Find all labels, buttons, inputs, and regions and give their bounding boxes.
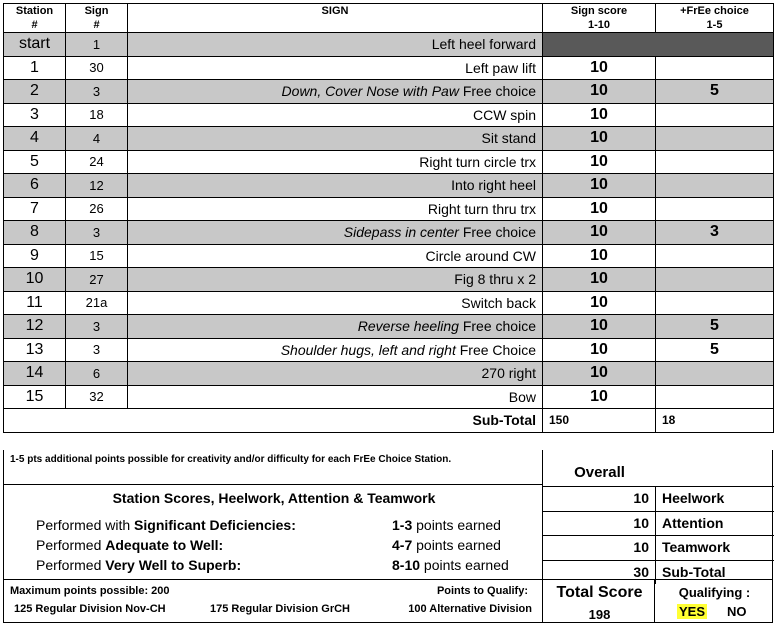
station-row xyxy=(4,244,774,268)
station-row xyxy=(4,127,774,151)
free-choice-score: 3 xyxy=(656,221,774,245)
overall-item-value: 10 xyxy=(633,539,649,555)
free-choice-score xyxy=(656,103,774,127)
sign-name xyxy=(128,150,543,174)
station-number: 7 xyxy=(4,197,66,221)
sign-name-italic: Down, Cover Nose with Paw xyxy=(281,83,459,100)
criteria-suffix: points earned xyxy=(420,557,509,573)
criteria-range: 8-10 xyxy=(392,557,421,573)
qualifying-box xyxy=(654,579,773,623)
sign-number: 26 xyxy=(66,197,128,221)
sign-name-text: Left paw lift xyxy=(465,59,536,76)
sign-name-text: Fig 8 thru x 2 xyxy=(454,271,536,288)
station-row xyxy=(4,291,774,315)
criteria-level: Significant Deficiencies: xyxy=(134,517,296,533)
overall-item xyxy=(543,535,774,560)
station-row xyxy=(4,103,774,127)
header-free-choice: +FrEe choice 1-5 xyxy=(656,4,774,33)
overall-separator xyxy=(655,512,656,536)
stations-table xyxy=(3,3,774,433)
note-box xyxy=(3,450,543,485)
subtotal-free: 18 xyxy=(656,409,774,433)
station-number: 9 xyxy=(4,244,66,268)
sign-score: 10 xyxy=(543,56,656,80)
qualifying-no: NO xyxy=(727,604,747,619)
sign-name-text: Bow xyxy=(508,388,536,405)
total-score-label: Total Score xyxy=(556,584,643,601)
sign-score: 10 xyxy=(543,80,656,104)
station-row xyxy=(4,174,774,198)
sign-score: 10 xyxy=(543,103,656,127)
sign-name xyxy=(128,127,543,151)
free-choice-score xyxy=(656,362,774,386)
free-choice-score xyxy=(656,197,774,221)
total-score-box xyxy=(542,579,655,623)
station-row xyxy=(4,197,774,221)
station-row xyxy=(4,362,774,386)
start-blank-cell xyxy=(543,33,774,57)
sign-number: 4 xyxy=(66,127,128,151)
overall-item xyxy=(543,486,774,511)
free-choice-score: 5 xyxy=(656,315,774,339)
sign-name-text: Switch back xyxy=(461,294,536,311)
sign-name-text: Right turn circle trx xyxy=(419,153,536,170)
criteria-suffix: points earned xyxy=(412,517,501,533)
sign-number: 21a xyxy=(66,291,128,315)
overall-item-label: Teamwork xyxy=(662,539,731,555)
station-row xyxy=(4,315,774,339)
sign-name xyxy=(128,362,543,386)
sign-score: 10 xyxy=(543,338,656,362)
sign-name-text: Left heel forward xyxy=(431,36,536,53)
sign-score: 10 xyxy=(543,362,656,386)
overall-title: Overall xyxy=(574,464,625,481)
sign-score: 10 xyxy=(543,221,656,245)
station-number: 12 xyxy=(4,315,66,339)
sign-name xyxy=(128,315,543,339)
criteria-level: Adequate to Well: xyxy=(105,537,224,553)
sign-score: 10 xyxy=(543,150,656,174)
station-number: 6 xyxy=(4,174,66,198)
station-number: 15 xyxy=(4,385,66,409)
sign-score: 10 xyxy=(543,315,656,339)
criteria-points xyxy=(392,557,509,573)
criteria-prefix: Performed xyxy=(36,537,106,553)
total-score-value: 198 xyxy=(588,607,611,622)
overall-item-value: 10 xyxy=(633,490,649,506)
sign-number: 6 xyxy=(66,362,128,386)
station-number: 8 xyxy=(4,221,66,245)
sign-name xyxy=(128,268,543,292)
sign-name-text: 270 right xyxy=(481,365,536,382)
free-choice-score xyxy=(656,56,774,80)
free-choice-score xyxy=(656,291,774,315)
sign-name xyxy=(128,174,543,198)
sign-number: 30 xyxy=(66,56,128,80)
division-regular-nov: 125 Regular Division Nov-CH xyxy=(14,603,166,615)
station-number: 11 xyxy=(4,291,66,315)
points-to-qualify-label: Points to Qualify: xyxy=(436,585,528,597)
station-row xyxy=(4,221,774,245)
overall-separator xyxy=(655,536,656,560)
sign-name-text: Free choice xyxy=(458,224,536,241)
criteria-points xyxy=(392,517,501,533)
free-choice-score xyxy=(656,127,774,151)
header-station: Station # xyxy=(4,4,66,33)
sign-name xyxy=(128,103,543,127)
station-row xyxy=(4,33,774,57)
sign-name xyxy=(128,338,543,362)
sign-name xyxy=(128,80,543,104)
sign-score: 10 xyxy=(543,268,656,292)
sign-number: 12 xyxy=(66,174,128,198)
station-number: 14 xyxy=(4,362,66,386)
free-choice-score xyxy=(656,174,774,198)
sign-name xyxy=(128,291,543,315)
overall-separator xyxy=(655,487,656,511)
overall-item-label: Sub-Total xyxy=(662,563,726,580)
station-row xyxy=(4,150,774,174)
subtotal-score: 150 xyxy=(543,409,656,433)
sign-score: 10 xyxy=(543,385,656,409)
sign-number: 18 xyxy=(66,103,128,127)
sign-number: 24 xyxy=(66,150,128,174)
sign-name xyxy=(128,385,543,409)
qualifying-label: Qualifying : xyxy=(678,585,751,600)
subtotal-row xyxy=(4,409,774,433)
free-choice-score: 5 xyxy=(656,80,774,104)
criteria-suffix: points earned xyxy=(412,537,501,553)
criteria-description xyxy=(36,517,296,533)
criteria-range: 4-7 xyxy=(392,537,413,553)
header-sign-score: Sign score 1-10 xyxy=(543,4,656,33)
criteria-box xyxy=(3,484,543,580)
sign-number: 3 xyxy=(66,80,128,104)
sign-score: 10 xyxy=(543,127,656,151)
overall-box xyxy=(542,450,773,580)
sign-name-italic: Reverse heeling xyxy=(357,318,459,335)
footer-info xyxy=(3,579,543,623)
division-regular-grch: 175 Regular Division GrCH xyxy=(210,603,350,615)
sign-name-text: Into right heel xyxy=(451,177,536,194)
free-choice-score xyxy=(656,385,774,409)
station-row xyxy=(4,56,774,80)
table-header xyxy=(4,4,774,33)
station-row xyxy=(4,385,774,409)
station-number: 10 xyxy=(4,268,66,292)
sign-name-text: Free choice xyxy=(458,318,536,335)
overall-item-label: Heelwork xyxy=(662,490,725,506)
sign-name-text: Sit stand xyxy=(481,130,536,147)
station-number: 3 xyxy=(4,103,66,127)
sign-name-text: Right turn thru trx xyxy=(427,200,536,217)
sign-name xyxy=(128,33,543,57)
sign-name-italic: Shoulder hugs, left and right xyxy=(280,341,456,358)
station-number: start xyxy=(4,33,66,57)
sign-name xyxy=(128,56,543,80)
criteria-description xyxy=(36,557,241,573)
sign-number: 3 xyxy=(66,315,128,339)
sign-number: 27 xyxy=(66,268,128,292)
overall-item-value: 10 xyxy=(633,514,649,531)
sign-name xyxy=(128,221,543,245)
station-number: 13 xyxy=(4,338,66,362)
station-number: 2 xyxy=(4,80,66,104)
sign-name-text: Free Choice xyxy=(455,341,536,358)
station-row xyxy=(4,338,774,362)
header-sign-number: Sign # xyxy=(66,4,128,33)
criteria-prefix: Performed xyxy=(36,557,106,573)
free-choice-note: 1-5 pts additional points possible for creativity and/or difficulty for each FrEe Choice Station. xyxy=(10,454,452,465)
criteria-range: 1-3 xyxy=(392,517,413,533)
subtotal-label: Sub-Total xyxy=(4,409,543,433)
free-choice-score xyxy=(656,244,774,268)
criteria-level: Very Well to Superb: xyxy=(105,557,242,573)
sign-name xyxy=(128,197,543,221)
criteria-description xyxy=(36,537,223,553)
sign-number: 3 xyxy=(66,221,128,245)
sign-name-text: Free choice xyxy=(458,83,536,100)
sign-score: 10 xyxy=(543,174,656,198)
criteria-prefix: Performed with xyxy=(36,517,135,533)
station-number: 1 xyxy=(4,56,66,80)
sign-name-text: Circle around CW xyxy=(425,247,536,264)
overall-item xyxy=(543,511,774,536)
free-choice-score: 5 xyxy=(656,338,774,362)
sign-number: 1 xyxy=(66,33,128,57)
overall-item-value: 30 xyxy=(633,563,649,580)
free-choice-score xyxy=(656,268,774,292)
header-sign: SIGN xyxy=(128,4,543,33)
sign-name-italic: Sidepass in center xyxy=(343,224,459,241)
free-choice-score xyxy=(656,150,774,174)
station-number: 4 xyxy=(4,127,66,151)
sign-number: 15 xyxy=(66,244,128,268)
qualifying-yes: YES xyxy=(679,604,706,619)
criteria-points xyxy=(392,537,501,553)
score-sheet xyxy=(3,3,773,622)
max-points: Maximum points possible: 200 xyxy=(10,585,170,597)
sign-score: 10 xyxy=(543,244,656,268)
station-number: 5 xyxy=(4,150,66,174)
criteria-title: Station Scores, Heelwork, Attention & Teamwork xyxy=(112,490,436,506)
overall-item-label: Attention xyxy=(662,514,724,531)
sign-number: 3 xyxy=(66,338,128,362)
sign-name xyxy=(128,244,543,268)
sign-score: 10 xyxy=(543,291,656,315)
sign-number: 32 xyxy=(66,385,128,409)
station-row xyxy=(4,268,774,292)
division-alternative: 100 Alternative Division xyxy=(408,603,532,615)
sign-name-text: CCW spin xyxy=(472,106,536,123)
sign-score: 10 xyxy=(543,197,656,221)
station-row xyxy=(4,80,774,104)
